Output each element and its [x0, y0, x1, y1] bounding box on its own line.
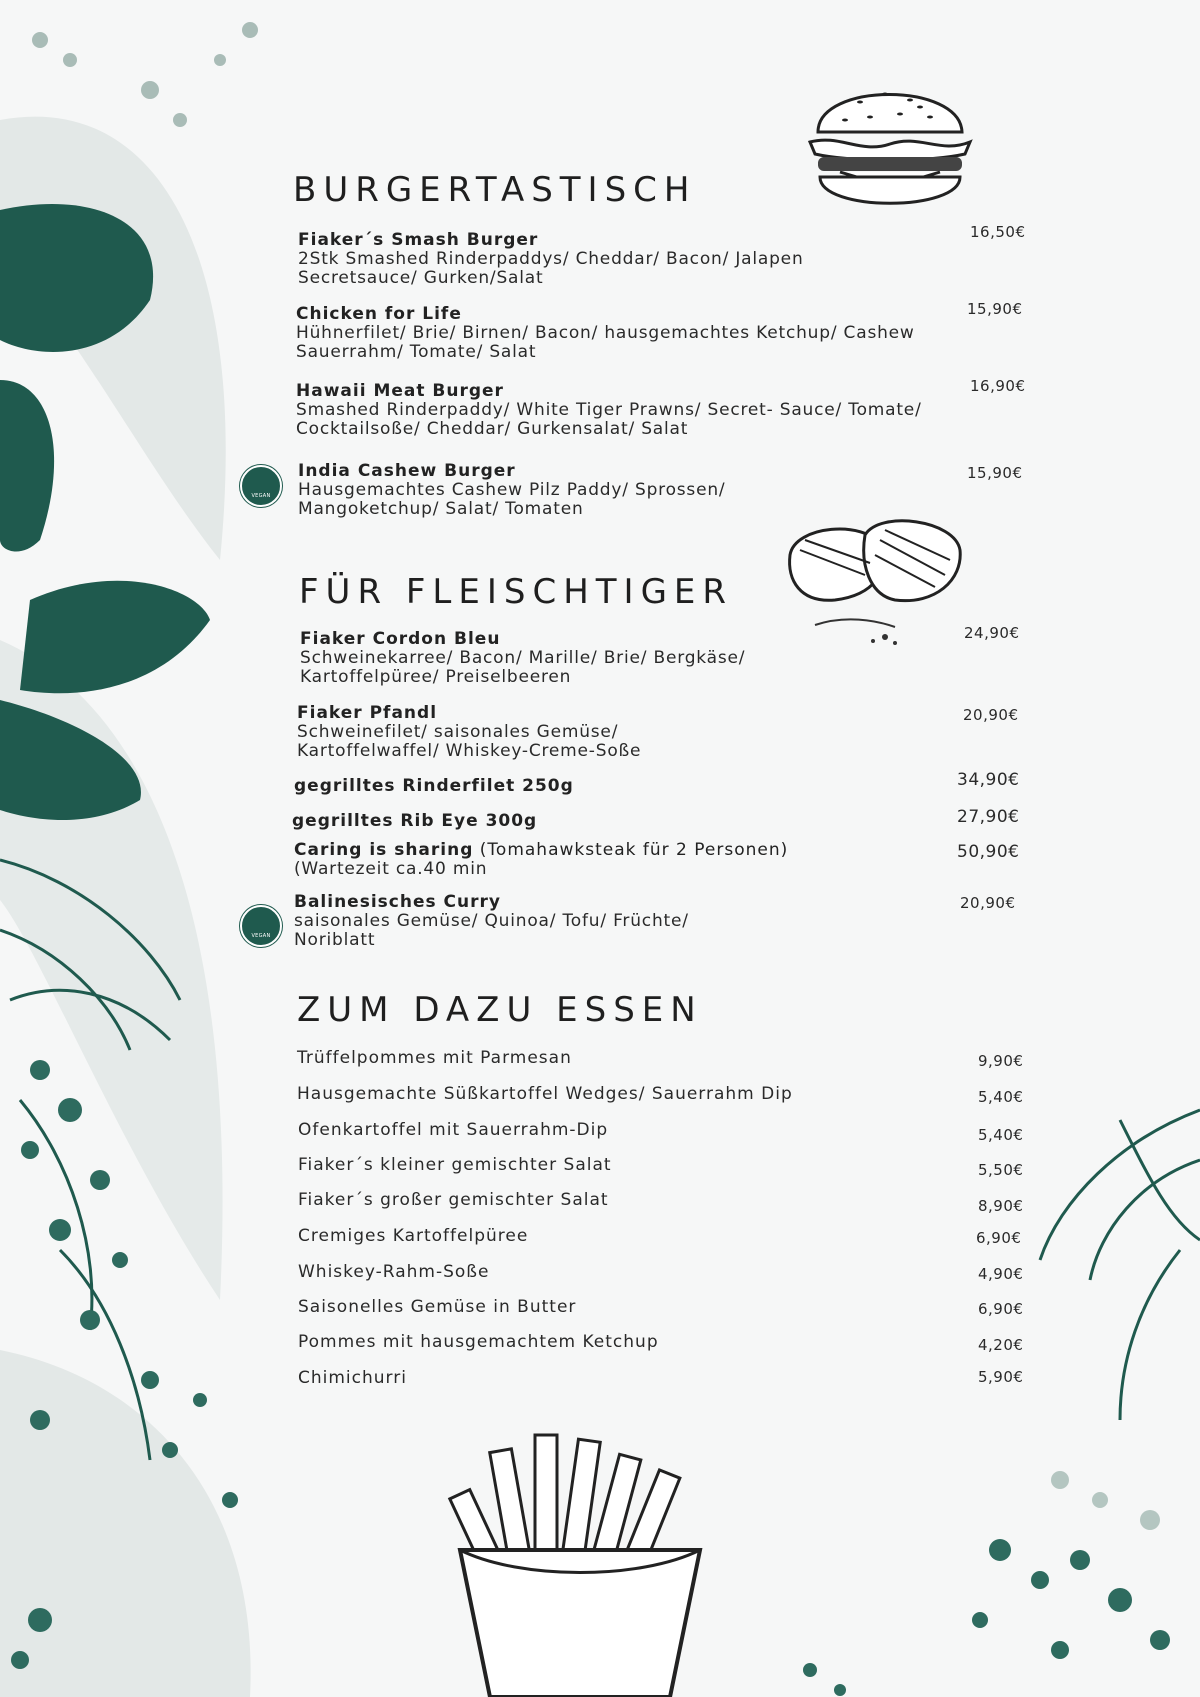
item-price: 15,90€: [967, 464, 1023, 482]
item-desc: Cocktailsoße/ Cheddar/ Gurkensalat/ Salat: [296, 418, 689, 439]
item-desc: Smashed Rinderpaddy/ White Tiger Prawns/ Secret- Sauce/ Tomate/: [296, 400, 922, 420]
item-price: 20,90€: [963, 706, 1019, 724]
section-title-burger: BURGERTASTISCH: [293, 170, 697, 210]
vegan-badge-icon: [240, 905, 282, 947]
item-desc: Hühnerfilet/ Brie/ Birnen/ Bacon/ hausgemachtes Ketchup/ Cashew: [296, 323, 915, 343]
item-desc: Schweinefilet/ saisonales Gemüse/: [297, 722, 619, 742]
item-name: Fiaker´s Smash Burger: [298, 230, 539, 250]
item-desc: Schweinekarree/ Bacon/ Marille/ Brie/ Bergkäse/: [300, 648, 746, 668]
item-note: (Tomahawksteak für 2 Personen): [473, 840, 789, 860]
item-desc: Secretsauce/ Gurken/Salat: [298, 267, 544, 288]
item-price: 5,90€: [978, 1368, 1024, 1386]
side-item: Hausgemachte Süßkartoffel Wedges/ Sauerrahm Dip: [297, 1084, 793, 1104]
item-desc: Mangoketchup/ Salat/ Tomaten: [298, 498, 584, 519]
item-price: 4,20€: [978, 1336, 1024, 1354]
item-desc: Sauerrahm/ Tomate/ Salat: [296, 341, 537, 362]
side-item: Ofenkartoffel mit Sauerrahm-Dip: [298, 1120, 609, 1140]
item-name: gegrilltes Rib Eye 300g: [292, 811, 538, 831]
menu-item: [300, 630, 1000, 686]
menu-item: [292, 812, 992, 831]
item-price: 6,90€: [978, 1300, 1024, 1318]
vegan-badge-icon: [240, 465, 282, 507]
side-item: Chimichurri: [298, 1368, 407, 1388]
item-desc: Kartoffelpüree/ Preiselbeeren: [300, 666, 572, 687]
menu-item: [296, 382, 996, 438]
side-item: Fiaker´s großer gemischter Salat: [298, 1190, 609, 1210]
item-desc: Kartoffelwaffel/ Whiskey-Creme-Soße: [297, 740, 642, 761]
item-price: 20,90€: [960, 894, 1016, 912]
item-name: gegrilltes Rinderfilet 250g: [294, 776, 574, 796]
menu-item: [298, 231, 998, 287]
item-name: [294, 841, 1014, 860]
item-name: India Cashew Burger: [298, 461, 516, 481]
menu-item: [298, 462, 998, 518]
section-title-meat: FÜR FLEISCHTIGER: [299, 572, 734, 612]
item-price: 16,50€: [970, 223, 1026, 241]
item-name: Balinesisches Curry: [294, 892, 501, 912]
side-item: Saisonelles Gemüse in Butter: [298, 1297, 577, 1317]
item-price: 27,90€: [957, 807, 1020, 827]
section-title-sides: ZUM DAZU ESSEN: [297, 990, 703, 1030]
item-price: 5,50€: [978, 1161, 1024, 1179]
item-desc: Noriblatt: [294, 929, 376, 950]
side-item: Pommes mit hausgemachtem Ketchup: [298, 1332, 659, 1352]
item-desc: (Wartezeit ca.40 min: [294, 859, 488, 879]
menu-item: [294, 777, 994, 796]
item-price: 5,40€: [978, 1126, 1024, 1144]
item-price: 8,90€: [978, 1197, 1024, 1215]
side-item: Whiskey-Rahm-Soße: [298, 1262, 490, 1282]
item-price: 34,90€: [957, 770, 1020, 790]
side-item: Trüffelpommes mit Parmesan: [297, 1048, 572, 1068]
side-item: Cremiges Kartoffelpüree: [298, 1226, 529, 1246]
item-price: 24,90€: [964, 624, 1020, 642]
item-price: 9,90€: [978, 1052, 1024, 1070]
item-price: 16,90€: [970, 377, 1026, 395]
item-price: 5,40€: [978, 1088, 1024, 1106]
item-price: 4,90€: [978, 1265, 1024, 1283]
item-name: Chicken for Life: [296, 304, 462, 324]
item-name: Fiaker Pfandl: [297, 703, 438, 723]
menu-item: [294, 893, 994, 949]
item-desc: Hausgemachtes Cashew Pilz Paddy/ Sprossen/: [298, 480, 726, 500]
side-item: Fiaker´s kleiner gemischter Salat: [298, 1155, 612, 1175]
item-desc: 2Stk Smashed Rinderpaddys/ Cheddar/ Bacon/ Jalapen: [298, 249, 804, 269]
item-price: 6,90€: [976, 1229, 1022, 1247]
menu-item: [297, 704, 997, 760]
vegan-badge-label: VEGAN: [251, 493, 271, 499]
item-name: Hawaii Meat Burger: [296, 381, 504, 401]
vegan-badge-label: VEGAN: [251, 933, 271, 939]
menu-item: [294, 841, 1014, 879]
item-name: Fiaker Cordon Bleu: [300, 629, 501, 649]
item-desc: saisonales Gemüse/ Quinoa/ Tofu/ Früchte/: [294, 911, 689, 931]
menu-item: [296, 305, 996, 361]
item-price: 15,90€: [967, 300, 1023, 318]
item-price: 50,90€: [957, 842, 1020, 862]
item-name-text: Caring is sharing: [294, 840, 474, 860]
